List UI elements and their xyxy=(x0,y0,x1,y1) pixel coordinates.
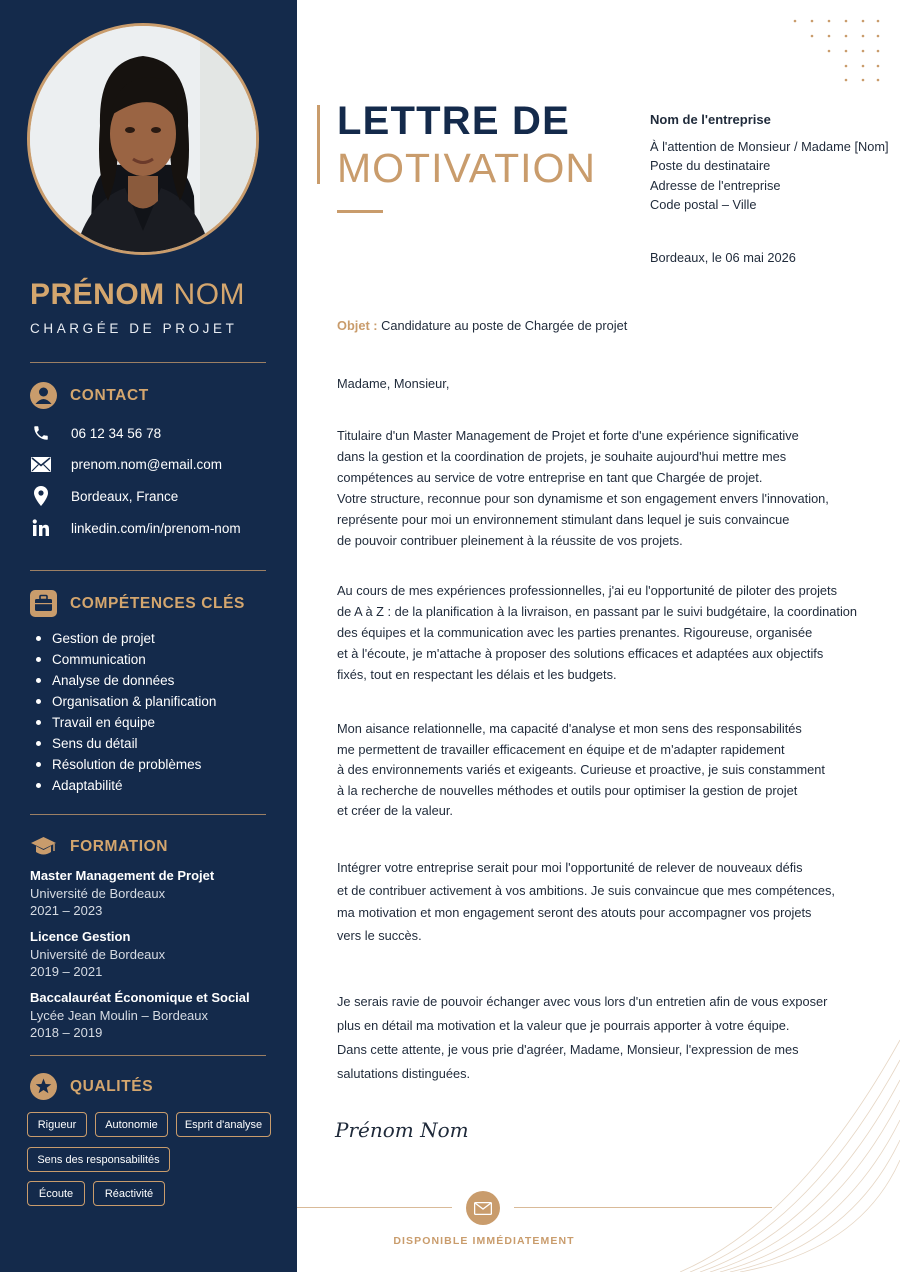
subject-label: Objet : xyxy=(337,318,378,333)
school: Lycée Jean Moulin – Bordeaux xyxy=(30,1007,209,1023)
divider xyxy=(30,362,266,363)
paragraph-line: compétences au service de votre entreprise en tant que Chargée de projet. xyxy=(337,470,763,485)
letter-date: Bordeaux, le 06 mai 2026 xyxy=(650,250,796,265)
education-item xyxy=(30,867,214,920)
footer-line-left xyxy=(297,1207,452,1208)
paragraph-line: et de contribuer activement à vos ambitions. Je suis convaincue que mes compétences, xyxy=(337,882,835,898)
letter-title-line1: LETTRE DE xyxy=(337,99,571,143)
skill-item: Analyse de données xyxy=(36,670,216,691)
skill-item: Gestion de projet xyxy=(36,628,216,649)
skill-item: Communication xyxy=(36,649,216,670)
subject-text: Candidature au poste de Chargée de projet xyxy=(381,318,628,333)
paragraph-line: Je serais ravie de pouvoir échanger avec vous lors d'un entretien afin de vous exposer xyxy=(337,994,828,1009)
paragraph-line: Votre structure, reconnue pour son dynamisme et son engagement envers l'innovation, xyxy=(337,491,829,506)
contact-title: CONTACT xyxy=(70,386,149,404)
paragraph-2 xyxy=(337,580,877,685)
paragraph-line: représente pour moi un environnement stimulant dans lequel je suis convaincue xyxy=(337,512,790,527)
dots-decoration xyxy=(790,18,882,84)
education-item xyxy=(30,989,250,1042)
location-pin-icon xyxy=(30,487,52,505)
location-text: Bordeaux, France xyxy=(71,488,179,504)
first-name: PRÉNOM xyxy=(30,278,165,311)
profile-photo xyxy=(27,23,259,255)
divider xyxy=(30,1055,266,1056)
divider xyxy=(30,570,266,571)
recipient-company: Nom de l'entreprise xyxy=(650,112,771,127)
phone-text: 06 12 34 56 78 xyxy=(71,425,162,441)
portrait-illustration xyxy=(30,26,256,252)
email-text: prenom.nom@email.com xyxy=(71,456,223,472)
paragraph-line: de pouvoir contribuer pleinement à la réussite de vos projets. xyxy=(337,533,683,548)
skills-list xyxy=(36,628,216,796)
contact-email[interactable] xyxy=(30,455,222,473)
candidate-name xyxy=(30,278,245,312)
letter-title-line2: MOTIVATION xyxy=(337,145,597,191)
footer-line-right xyxy=(514,1207,772,1208)
education-title: FORMATION xyxy=(70,837,169,855)
paragraph-line: et créer de la valeur. xyxy=(337,803,453,818)
wave-lines-decoration xyxy=(680,1000,900,1272)
skill-item: Sens du détail xyxy=(36,733,216,754)
paragraph-line: me permettent de travailler efficacement en équipe et de m'adapter rapidement xyxy=(337,741,785,757)
paragraph-line: et à l'écoute, je m'attache à proposer des solutions efficaces et adaptées aux objectifs xyxy=(337,646,824,661)
briefcase-icon xyxy=(30,590,57,617)
paragraph-line: de A à Z : de la planification à la livraison, en passant par le suivi budgétaire, la coordination xyxy=(337,604,858,619)
sidebar xyxy=(0,0,297,1272)
recipient-address: Adresse de l'entreprise xyxy=(650,177,781,193)
paragraph-line: Titulaire d'un Master Management de Projet et forte d'une expérience significative xyxy=(337,428,799,443)
education-item xyxy=(30,928,165,981)
degree: Licence Gestion xyxy=(30,929,131,944)
paragraph-line: dans la gestion et la coordination de projets, je souhaite aujourd'hui mettre mes xyxy=(337,449,787,464)
job-title: CHARGÉE DE PROJET xyxy=(30,321,238,336)
contact-phone[interactable] xyxy=(30,424,161,442)
user-icon xyxy=(30,382,57,409)
school: Université de Bordeaux xyxy=(30,885,166,901)
paragraph-line: Intégrer votre entreprise serait pour moi l'opportunité de relever de nouveaux défis xyxy=(337,860,803,875)
contact-location xyxy=(30,487,178,505)
recipient-position: Poste du destinataire xyxy=(650,158,771,173)
qualities-header xyxy=(30,1073,153,1100)
recipient-block xyxy=(650,110,889,215)
degree: Master Management de Projet xyxy=(30,868,215,883)
education-header xyxy=(30,833,168,860)
recipient-attention: À l'attention de Monsieur / Madame [Nom] xyxy=(650,138,889,154)
qualities-title: QUALITÉS xyxy=(70,1077,154,1095)
skills-header xyxy=(30,590,245,617)
paragraph-line: plus en détail ma motivation et la valeur que je pourrais apporter à votre équipe. xyxy=(337,1018,790,1033)
paragraph-1 xyxy=(337,425,877,551)
skill-item: Résolution de problèmes xyxy=(36,754,216,775)
degree: Baccalauréat Économique et Social xyxy=(30,990,250,1005)
quality-tag: Écoute xyxy=(27,1181,85,1206)
star-icon xyxy=(30,1073,57,1100)
years: 2018 – 2019 xyxy=(30,1025,103,1040)
letter-subject xyxy=(337,318,627,333)
recipient-postal: Code postal – Ville xyxy=(650,197,757,212)
last-name: NOM xyxy=(173,278,246,311)
quality-tag: Esprit d'analyse xyxy=(176,1112,271,1137)
quality-tag: Sens des responsabilités xyxy=(27,1147,170,1172)
skills-title: COMPÉTENCES CLÉS xyxy=(70,594,245,612)
paragraph-line: des équipes et la communication avec les parties prenantes. Rigoureuse, organisée xyxy=(337,625,813,640)
paragraph-line: fixés, tout en respectant les délais et les budgets. xyxy=(337,667,617,682)
paragraph-line: à la recherche de nouvelles méthodes et outils pour optimiser la gestion de projet xyxy=(337,782,798,798)
paragraph-line: à des environnements variés et exigeants. Curieuse et proactive, je suis constamment xyxy=(337,762,825,777)
paragraph-4 xyxy=(337,857,877,947)
linkedin-text: linkedin.com/in/prenom-nom xyxy=(71,520,241,536)
graduation-cap-icon xyxy=(30,833,57,860)
title-accent-bar xyxy=(317,105,320,184)
school: Université de Bordeaux xyxy=(30,946,166,962)
contact-header xyxy=(30,382,149,409)
skill-item: Organisation & planification xyxy=(36,691,216,712)
paragraph-line: ma motivation et mon engagement seront des atouts pour accompagner vos projets xyxy=(337,905,812,920)
divider xyxy=(30,814,266,815)
mail-icon xyxy=(30,455,52,473)
envelope-icon xyxy=(466,1191,500,1225)
quality-tag: Autonomie xyxy=(95,1112,168,1137)
signature: Prénom Nom xyxy=(335,1118,469,1142)
quality-tag: Rigueur xyxy=(27,1112,87,1137)
salutation: Madame, Monsieur, xyxy=(337,376,450,391)
paragraph-line: vers le succès. xyxy=(337,927,422,943)
quality-tag: Réactivité xyxy=(93,1181,165,1206)
paragraph-3 xyxy=(337,719,877,822)
phone-icon xyxy=(30,424,52,442)
paragraph-line: Dans cette attente, je vous prie d'agréer, Madame, Monsieur, l'expression de mes xyxy=(337,1042,799,1057)
skill-item: Adaptabilité xyxy=(36,775,216,796)
skill-item: Travail en équipe xyxy=(36,712,216,733)
linkedin-icon xyxy=(30,519,52,537)
years: 2019 – 2021 xyxy=(30,964,103,979)
paragraph-line: salutations distinguées. xyxy=(337,1066,471,1081)
availability-text: DISPONIBLE IMMÉDIATEMENT xyxy=(393,1235,575,1247)
paragraph-line: Au cours de mes expériences professionnelles, j'ai eu l'opportunité de piloter des projets xyxy=(337,583,837,598)
paragraph-line: Mon aisance relationnelle, ma capacité d'analyse et mon sens des responsabilités xyxy=(337,721,802,736)
years: 2021 – 2023 xyxy=(30,903,103,918)
contact-linkedin[interactable] xyxy=(30,519,241,537)
title-underline xyxy=(337,210,383,213)
